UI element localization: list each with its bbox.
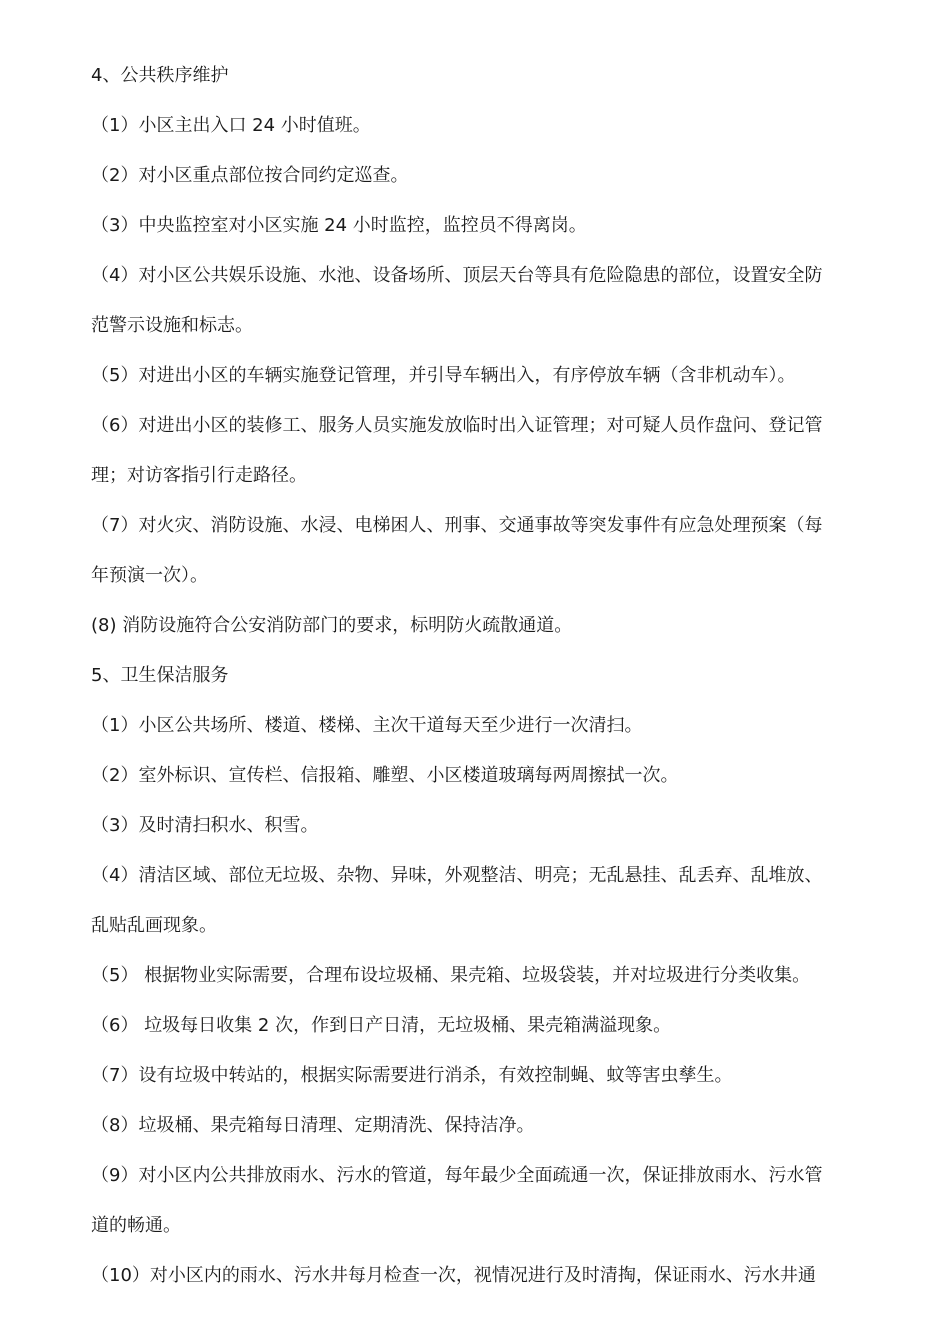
paragraph-line: （2）室外标识、宣传栏、信报箱、雕塑、小区楼道玻璃每两周擦拭一次。 (91, 765, 679, 786)
paragraph-line: （7）设有垃圾中转站的，根据实际需要进行消杀，有效控制蝇、蚊等害虫孳生。 (91, 1065, 733, 1086)
paragraph-line: （4）对小区公共娱乐设施、水池、设备场所、顶层天台等具有危险隐患的部位，设置安全防 (91, 265, 823, 286)
paragraph-line: 年预演一次）。 (91, 565, 208, 586)
paragraph-line: （1）小区公共场所、楼道、楼梯、主次干道每天至少进行一次清扫。 (91, 715, 643, 736)
paragraph-line: （5） 根据物业实际需要，合理布设垃圾桶、果壳箱、垃圾袋装，并对垃圾进行分类收集。 (91, 965, 811, 986)
paragraph-line: （8）垃圾桶、果壳箱每日清理、定期清洗、保持洁净。 (91, 1115, 535, 1136)
paragraph-line: 范警示设施和标志。 (91, 315, 253, 336)
paragraph-line: 道的畅通。 (91, 1215, 181, 1236)
paragraph-line: （3）及时清扫积水、积雪。 (91, 815, 319, 836)
paragraph-line: 理；对访客指引行走路径。 (91, 465, 307, 486)
paragraph-line: （5）对进出小区的车辆实施登记管理，并引导车辆出入，有序停放车辆（含非机动车）。 (91, 365, 796, 386)
paragraph-line: (8) 消防设施符合公安消防部门的要求，标明防火疏散通道。 (91, 615, 573, 636)
paragraph-line: （4）清洁区域、部位无垃圾、杂物、异味，外观整洁、明亮；无乱悬挂、乱丢弃、乱堆放、 (91, 865, 823, 886)
paragraph-line: （7）对火灾、消防设施、水浸、电梯困人、刑事、交通事故等突发事件有应急处理预案（每 (91, 515, 823, 536)
paragraph-line: （6）对进出小区的装修工、服务人员实施发放临时出入证管理；对可疑人员作盘问、登记管 (91, 415, 823, 436)
paragraph-line: 乱贴乱画现象。 (91, 915, 217, 936)
paragraph-line: （9）对小区内公共排放雨水、污水的管道，每年最少全面疏通一次，保证排放雨水、污水管 (91, 1165, 823, 1186)
paragraph-line: （1）小区主出入口 24 小时值班。 (91, 115, 371, 136)
paragraph-line: （10）对小区内的雨水、污水井每月检查一次，视情况进行及时清掏，保证雨水、污水井通 (91, 1265, 816, 1286)
section-heading-public-order: 4、公共秩序维护 (91, 65, 229, 86)
document-body (91, 51, 866, 1301)
section-heading-cleaning: 5、卫生保洁服务 (91, 665, 229, 686)
paragraph-line: （3）中央监控室对小区实施 24 小时监控，监控员不得离岗。 (91, 215, 587, 236)
paragraph-line: （6） 垃圾每日收集 2 次，作到日产日清，无垃圾桶、果壳箱满溢现象。 (91, 1015, 672, 1036)
paragraph-line: （2）对小区重点部位按合同约定巡查。 (91, 165, 409, 186)
